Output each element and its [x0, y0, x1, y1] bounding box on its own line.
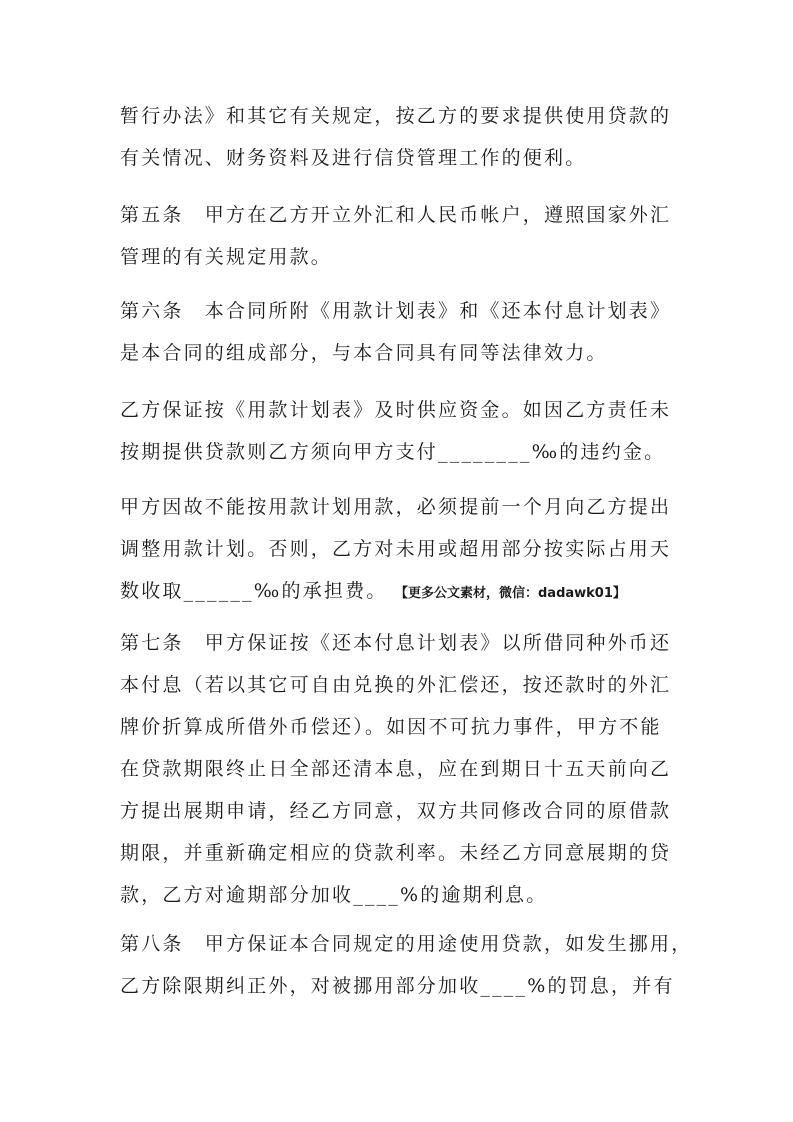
text-line: 有关情况、财务资料及进行信贷管理工作的便利。	[120, 147, 587, 169]
paragraph-article-6	[120, 290, 680, 374]
text-line: 牌价折算成所借外币偿还）。如因不可抗力事件，甲方不能	[120, 716, 662, 738]
text-line: 方提出展期申请，经乙方同意，双方共同修改合同的原借款	[120, 800, 672, 822]
text-line: 期限，并重新确定相应的贷款利率。未经乙方同意展期的贷	[120, 842, 672, 864]
text-line: 数收取______‰的承担费。	[120, 580, 388, 602]
text-line: 暂行办法》和其它有关规定，按乙方的要求提供使用贷款的	[120, 105, 672, 127]
text-line: 乙方保证按《用款计划表》及时供应资金。如因乙方责任未	[120, 399, 672, 421]
promo-note: 【更多公文素材，微信：dadawk01】	[401, 586, 626, 601]
paragraph-article-8	[120, 923, 693, 1007]
text-line: 按期提供贷款则乙方须向甲方支付________‰的违约金。	[120, 441, 666, 463]
text-line: 调整用款计划。否则，乙方对未用或超用部分按实际占用天	[120, 538, 672, 560]
paragraph-supply-funds	[120, 389, 680, 473]
text-line: 本付息（若以其它可自由兑换的外汇偿还，按还款时的外汇	[120, 674, 672, 696]
text-line: 在贷款期限终止日全部还清本息，应在到期日十五天前向乙	[120, 758, 672, 780]
text-line: 管理的有关规定用款。	[120, 246, 333, 268]
text-line: 第六条 本合同所附《用款计划表》和《还本付息计划表》	[120, 300, 672, 322]
paragraph-commitment-fee	[120, 486, 680, 612]
text-line: 第八条 甲方保证本合同规定的用途使用贷款，如发生挪用，	[120, 933, 693, 955]
text-line: 第五条 甲方在乙方开立外汇和人民币帐户，遵照国家外汇	[120, 204, 672, 226]
text-line: 款，乙方对逾期部分加收____%的逾期利息。	[120, 884, 548, 906]
text-line: 乙方除限期纠正外，对被挪用部分加收____%的罚息，并有	[120, 975, 675, 997]
text-line-with-note	[120, 570, 680, 612]
text-line: 甲方因故不能按用款计划用款，必须提前一个月向乙方提出	[120, 496, 672, 518]
text-line: 是本合同的组成部分，与本合同具有同等法律效力。	[120, 342, 608, 364]
paragraph-article-7	[120, 622, 680, 916]
paragraph-article-5	[120, 194, 680, 278]
text-line: 第七条 甲方保证按《还本付息计划表》以所借同种外币还	[120, 632, 672, 654]
paragraph-article-4-continued	[120, 95, 680, 179]
